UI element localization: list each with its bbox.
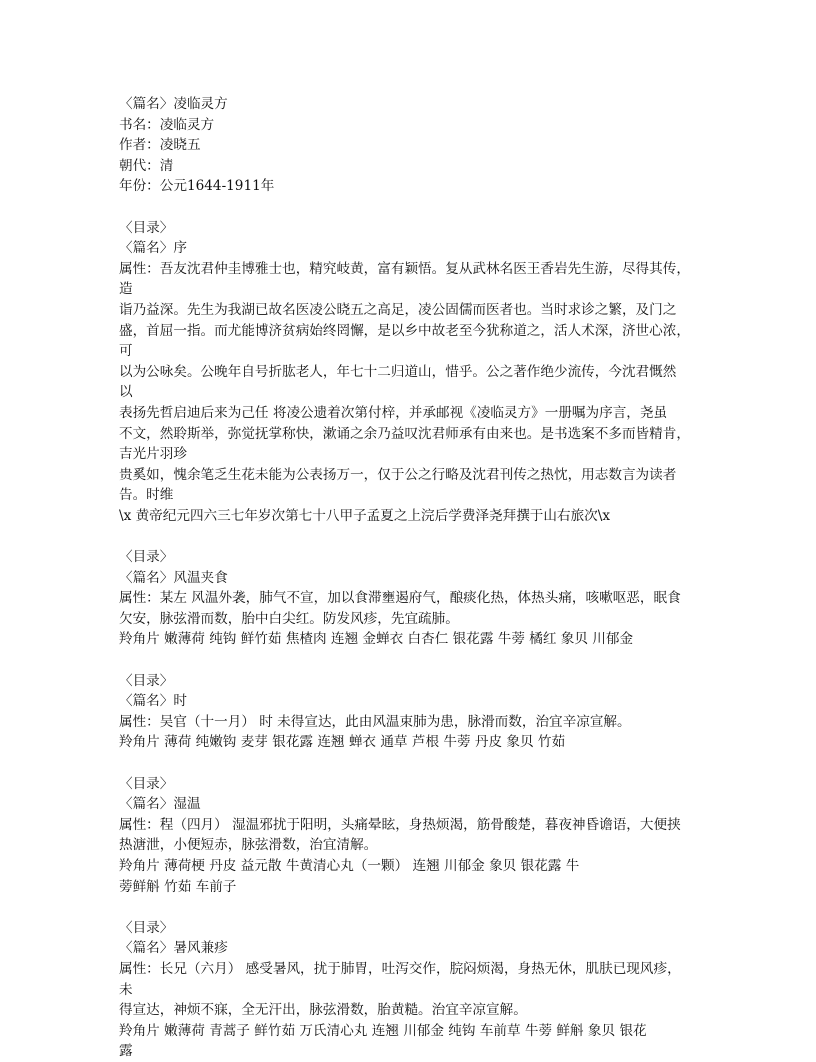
text-line: 造 [119,281,133,298]
header-line: 朝代：清 [119,157,174,174]
text-line: 诣乃益深。先生为我湖已故名医凌公晓五之高足，凌公固儒而医者也。当时求诊之繁，及门之 [119,301,677,318]
text-line: 未 [119,981,133,998]
header-line: 作者：凌晓五 [119,137,201,154]
text-line: 属性：程（四月） 湿温邪扰于阳明，头痛晕眩，身热烦渴，筋骨酸楚，暮夜神昏谵语，大便挟 [119,816,681,833]
section-shiwen [119,774,699,898]
text-line: 告。时维 [119,487,174,504]
blank-line [119,650,699,671]
text-line: 欠安，脉弦滑而数，胎中白尖红。防发风疹，先宜疏肺。 [119,610,459,627]
blank-line [119,897,699,918]
text-line: 〈篇名〉序 [119,240,187,257]
text-line: 羚角片 薄荷梗 丹皮 益元散 牛黄清心丸（一颗） 连翘 川郁金 象贝 银花露 牛 [119,857,580,874]
text-line: 露 [119,1043,133,1060]
header-line: 年份：公元1644-1911年 [119,178,275,195]
book-header [119,94,699,197]
text-line: 〈目录〉 [119,775,174,792]
text-line: 〈篇名〉时 [119,693,187,710]
text-line: 吉光片羽珍 [119,446,187,463]
text-line: 〈篇名〉湿温 [119,796,201,813]
text-line: 属性：吴官（十一月） 时 未得宣达，此由风温束肺为患，脉滑而数，治宜辛凉宣解。 [119,713,631,730]
text-line: 〈篇名〉暑风兼疹 [119,940,228,957]
text-line: 可 [119,343,133,360]
text-line: 〈篇名〉风温夹食 [119,569,228,586]
text-line: 得宣达，神烦不寐，全无汗出，脉弦滑数，胎黄糙。治宜辛凉宣解。 [119,1002,527,1019]
text-line: 羚角片 薄荷 纯嫩钩 麦芽 银花露 连翘 蝉衣 通草 芦根 牛蒡 丹皮 象贝 竹茹 [119,734,566,751]
section-shi [119,671,699,753]
text-line: \x 黄帝纪元四六三七年岁次第七十八甲子孟夏之上浣后学费泽尧拜撰于山右旅次\x [119,507,610,524]
text-line: 属性：长兄（六月） 感受暑风，扰于肺胃，吐泻交作，脘闷烦渴，身热无休，肌肤已现风疹， [119,960,681,977]
document-page [119,94,699,1062]
text-line: 蒡鲜斛 竹茹 车前子 [119,878,237,895]
text-line: 羚角片 嫩薄荷 纯钩 鲜竹茹 焦楂肉 连翘 金蝉衣 白杏仁 银花露 牛蒡 橘红 象贝 川郁金 [119,631,634,648]
header-line: 〈篇名〉凌临灵方 [119,96,228,112]
text-line: 不文，然聆斯举，弥觉抚掌称快，漱诵之余乃益叹沈君师承有由来也。是书选案不多而皆精肯， [119,425,690,442]
text-line: 属性：吾友沈君仲圭博雅士也，精究岐黄，富有颖悟。复从武林名医王香岩先生游，尽得其传， [119,260,690,277]
text-line: 盛，首屈一指。而尤能博济贫病始终罔懈，是以乡中故老至今犹称道之，活人术深，济世心浓， [119,322,690,339]
text-line: 贵奚如，愧余笔乏生花未能为公表扬万一，仅于公之行略及沈君刊传之热忱，用志数言为读者 [119,466,677,483]
section-preface [119,218,699,527]
text-line: 〈目录〉 [119,549,174,566]
text-line: 〈目录〉 [119,919,174,936]
text-line: 羚角片 嫩薄荷 青蒿子 鲜竹茹 万氏清心丸 连翘 川郁金 纯钩 车前草 牛蒡 鲜斛 象贝 银花 [119,1022,647,1039]
blank-line [119,526,699,547]
section-shufeng-jianzhen [119,918,699,1062]
header-line: 书名：凌临灵方 [119,116,215,133]
text-line: 〈目录〉 [119,219,174,236]
text-line: 以为公咏矣。公晚年自号折肱老人，年七十二归道山，惜乎。公之著作绝少流传，今沈君慨然 [119,363,677,380]
text-line: 属性：某左 风温外袭，肺气不宣，加以食滞壅遏府气，酿痰化热，体热头痛，咳嗽呕恶，眠食 [119,590,681,607]
blank-line [119,753,699,774]
text-line: 〈目录〉 [119,672,174,689]
blank-line [119,197,699,218]
text-line: 以 [119,384,133,401]
section-fengwen-jiashi [119,547,699,650]
text-line: 热溏泄，小便短赤，脉弦滑数，治宜清解。 [119,837,378,854]
text-line: 表扬先哲启迪后来为己任 将凌公遗着次第付梓，并承邮视《凌临灵方》一册嘱为序言，尧虽 [119,404,668,421]
